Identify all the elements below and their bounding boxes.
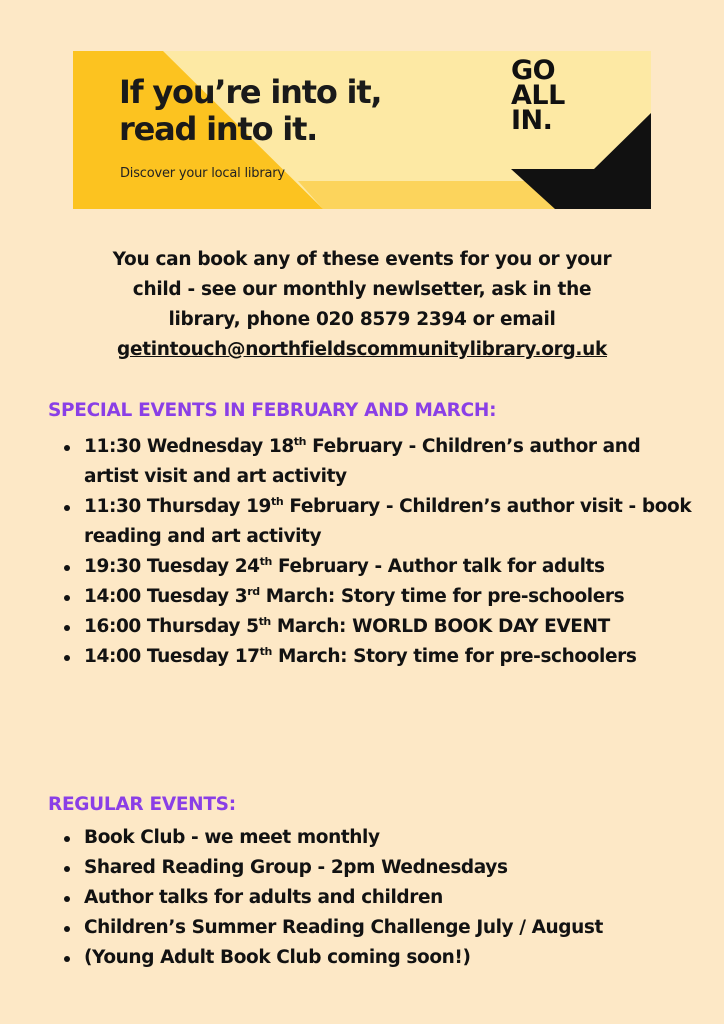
special-events-list	[64, 432, 694, 672]
logo-line: ALL	[511, 80, 565, 111]
intro-line-1: You can book any of these events for you or your	[112, 249, 612, 270]
list-item: 14:00 Tuesday 3rd March: Story time for pre-schoolers	[64, 582, 694, 612]
regular-events-list	[64, 823, 694, 973]
special-events-title: SPECIAL EVENTS IN FEBRUARY AND MARCH:	[48, 400, 497, 421]
promo-banner	[73, 51, 651, 209]
intro-line-2: child - see our monthly newlsetter, ask in the	[132, 279, 592, 300]
list-item: (Young Adult Book Club coming soon!)	[64, 943, 694, 973]
go-all-in-logo	[511, 55, 591, 136]
logo-line: GO	[511, 55, 556, 86]
logo-line: IN.	[511, 105, 553, 136]
list-item: Book Club - we meet monthly	[64, 823, 694, 853]
headline-line-1: If you’re into it,	[119, 73, 382, 111]
booking-info	[20, 245, 704, 365]
intro-line-3: library, phone 020 8579 2394 or email	[168, 309, 556, 330]
email-link[interactable]: getintouch@northfieldscommunitylibrary.org.uk	[117, 339, 607, 360]
list-item: 14:00 Tuesday 17th March: Story time for pre-schoolers	[64, 642, 694, 672]
banner-headline	[119, 74, 381, 148]
list-item: 11:30 Wednesday 18th February - Children’s author and artist visit and art activity	[64, 432, 694, 492]
list-item: Author talks for adults and children	[64, 883, 694, 913]
list-item: Children’s Summer Reading Challenge July / August	[64, 913, 694, 943]
list-item: 16:00 Thursday 5th March: WORLD BOOK DAY EVENT	[64, 612, 694, 642]
regular-events-title: REGULAR EVENTS:	[48, 794, 236, 815]
list-item: Shared Reading Group - 2pm Wednesdays	[64, 853, 694, 883]
list-item: 19:30 Tuesday 24th February - Author talk for adults	[64, 552, 694, 582]
banner-tagline: Discover your local library	[120, 166, 285, 181]
list-item: 11:30 Thursday 19th February - Children’s author visit - book reading and art activity	[64, 492, 694, 552]
headline-line-2: read into it.	[119, 110, 318, 148]
